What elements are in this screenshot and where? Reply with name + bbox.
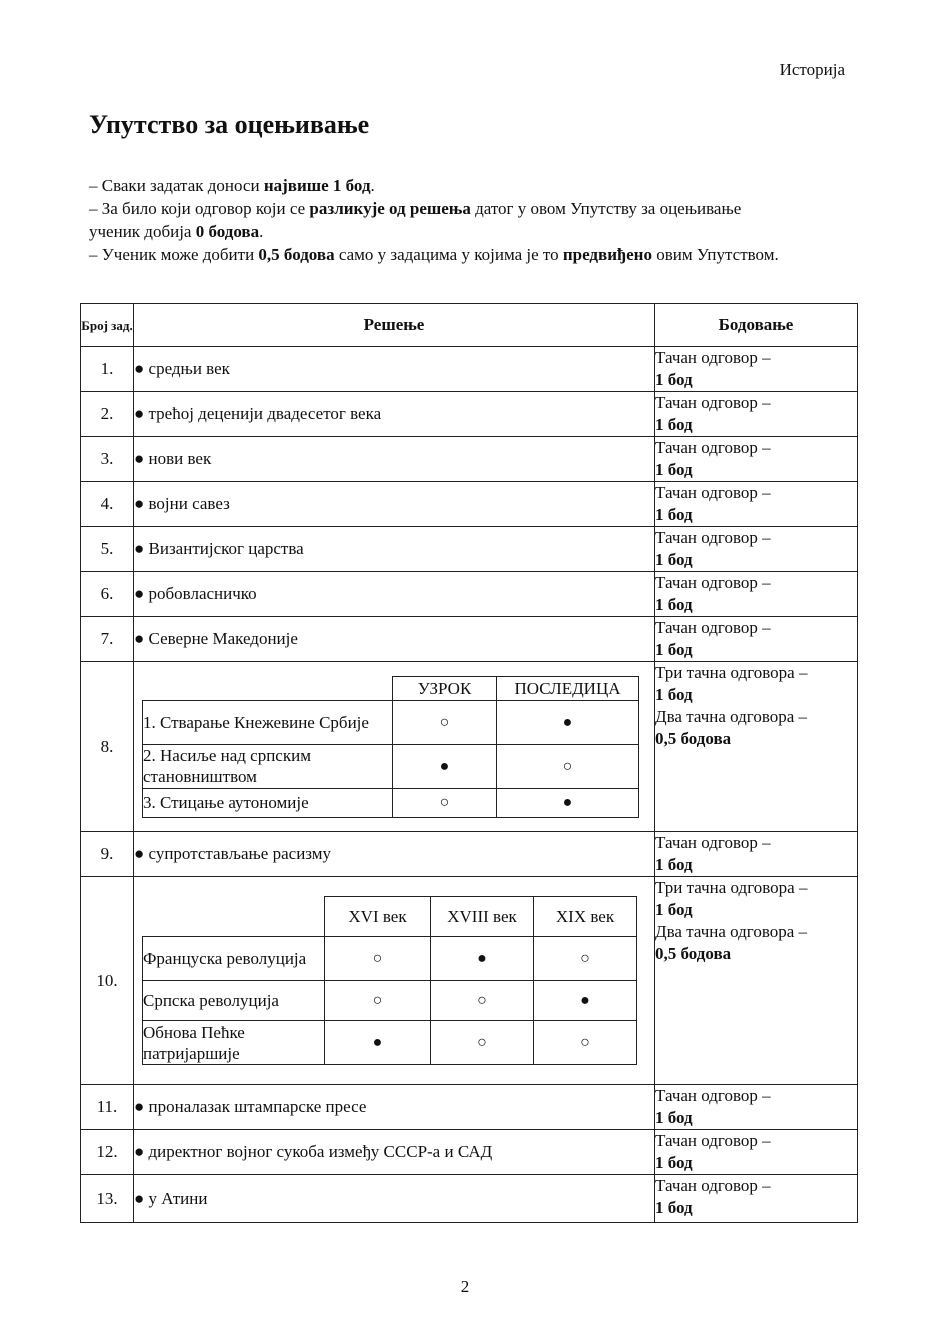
table-header-row bbox=[81, 304, 858, 347]
task-number: 7. bbox=[81, 617, 134, 662]
subject-header: Историја bbox=[779, 60, 845, 79]
task-score: Тачан одговор – 1 бод bbox=[655, 482, 858, 527]
page-number: 2 bbox=[460, 1277, 470, 1296]
table-row bbox=[81, 617, 858, 662]
task-solution: ● проналазак штампарске пресе bbox=[134, 1085, 655, 1130]
task-number: 9. bbox=[81, 832, 134, 877]
task-number: 6. bbox=[81, 572, 134, 617]
grid-cell: ○ bbox=[393, 788, 497, 817]
grid-corner bbox=[143, 676, 393, 700]
grading-table bbox=[80, 303, 858, 1223]
table-row bbox=[81, 482, 858, 527]
task-solution: ● нови век bbox=[134, 437, 655, 482]
table-row bbox=[81, 527, 858, 572]
column-consequence: ПОСЛЕДИЦА bbox=[497, 676, 639, 700]
table-row-task-8 bbox=[81, 662, 858, 832]
instruction-3: – Ученик може добити 0,5 бодова само у задацима у којима је то предвиђено овим Упутством. bbox=[89, 245, 779, 264]
table-row bbox=[81, 347, 858, 392]
task-number: 12. bbox=[81, 1130, 134, 1175]
grid-cell: ○ bbox=[393, 700, 497, 744]
grid-row-label: 1. Стварање Кнежевине Србије bbox=[143, 700, 393, 744]
task-score: Тачан одговор – 1 бод bbox=[655, 1085, 858, 1130]
task-score: Тачан одговор – 1 бод bbox=[655, 392, 858, 437]
task-number: 10. bbox=[81, 877, 134, 1085]
grid-row-label: 3. Стицање аутономије bbox=[143, 788, 393, 817]
grid-cell: ○ bbox=[534, 937, 637, 981]
grid-cell: ● bbox=[497, 700, 639, 744]
task-number: 8. bbox=[81, 662, 134, 832]
grid-cell: ○ bbox=[497, 744, 639, 788]
task-10-solution bbox=[134, 877, 655, 1085]
task-solution: ● Северне Македоније bbox=[134, 617, 655, 662]
table-row bbox=[81, 392, 858, 437]
grid-cell: ○ bbox=[431, 981, 534, 1021]
grid-cell: ○ bbox=[325, 981, 431, 1021]
task-solution: ● робовласничко bbox=[134, 572, 655, 617]
header-scoring: Бодовање bbox=[655, 304, 858, 347]
task-solution: ● трећој деценији двадесетог века bbox=[134, 392, 655, 437]
task-score: Тачан одговор – 1 бод bbox=[655, 527, 858, 572]
page-title: Упутство за оцењивање bbox=[89, 110, 370, 139]
grid-cell: ● bbox=[431, 937, 534, 981]
task-solution: ● супротстављање расизму bbox=[134, 832, 655, 877]
grid-row-label: Српска револуција bbox=[143, 981, 325, 1021]
table-row bbox=[81, 1130, 858, 1175]
task-score: Три тачна одговора – 1 бод Два тачна одговора – 0,5 бодова bbox=[655, 662, 858, 832]
instruction-1: – Сваки задатак доноси највише 1 бод. bbox=[89, 176, 375, 195]
grid-cell: ○ bbox=[325, 937, 431, 981]
task-solution: ● у Атини bbox=[134, 1175, 655, 1223]
task-score: Тачан одговор – 1 бод bbox=[655, 617, 858, 662]
task-number: 3. bbox=[81, 437, 134, 482]
column-18th-century: XVIII век bbox=[431, 897, 534, 937]
grid-cell: ● bbox=[393, 744, 497, 788]
grid-cell: ○ bbox=[431, 1021, 534, 1065]
grid-row-label: 2. Насиље над српским становништвом bbox=[143, 744, 393, 788]
column-16th-century: XVI век bbox=[325, 897, 431, 937]
task-score: Тачан одговор – 1 бод bbox=[655, 437, 858, 482]
grid-row-label: Обнова Пећке патријаршије bbox=[143, 1021, 325, 1065]
grid-corner bbox=[143, 897, 325, 937]
grid-cell: ● bbox=[497, 788, 639, 817]
table-row bbox=[81, 1175, 858, 1223]
task-number: 11. bbox=[81, 1085, 134, 1130]
task-number: 4. bbox=[81, 482, 134, 527]
table-row bbox=[81, 572, 858, 617]
task-number: 1. bbox=[81, 347, 134, 392]
table-row bbox=[81, 832, 858, 877]
instructions bbox=[89, 174, 789, 266]
table-row bbox=[81, 1085, 858, 1130]
task-score: Три тачна одговора – 1 бод Два тачна одговора – 0,5 бодова bbox=[655, 877, 858, 1085]
task-score: Тачан одговор – 1 бод bbox=[655, 572, 858, 617]
table-row bbox=[81, 437, 858, 482]
task-number: 13. bbox=[81, 1175, 134, 1223]
task-number: 2. bbox=[81, 392, 134, 437]
task-solution: ● средњи век bbox=[134, 347, 655, 392]
task-10-grid bbox=[142, 896, 637, 1065]
task-solution: ● директног војног сукоба између СССР-а и САД bbox=[134, 1130, 655, 1175]
grid-cell: ○ bbox=[534, 1021, 637, 1065]
task-number: 5. bbox=[81, 527, 134, 572]
instruction-2: – За било који одговор који се разликује од решења датог у овом Упутству за оцењивање ученик добија 0 бодова. bbox=[89, 199, 742, 241]
header-solution: Решење bbox=[134, 304, 655, 347]
grid-cell: ● bbox=[534, 981, 637, 1021]
table-row-task-10 bbox=[81, 877, 858, 1085]
task-solution: ● Византијског царства bbox=[134, 527, 655, 572]
task-solution: ● војни савез bbox=[134, 482, 655, 527]
task-8-solution bbox=[134, 662, 655, 832]
column-19th-century: XIX век bbox=[534, 897, 637, 937]
task-score: Тачан одговор – 1 бод bbox=[655, 1175, 858, 1223]
column-cause: УЗРОК bbox=[393, 676, 497, 700]
header-task-number: Број зад. bbox=[81, 304, 134, 347]
task-score: Тачан одговор – 1 бод bbox=[655, 1130, 858, 1175]
task-score: Тачан одговор – 1 бод bbox=[655, 347, 858, 392]
grid-cell: ● bbox=[325, 1021, 431, 1065]
task-8-grid bbox=[142, 676, 639, 818]
task-score: Тачан одговор – 1 бод bbox=[655, 832, 858, 877]
grid-row-label: Француска револуција bbox=[143, 937, 325, 981]
